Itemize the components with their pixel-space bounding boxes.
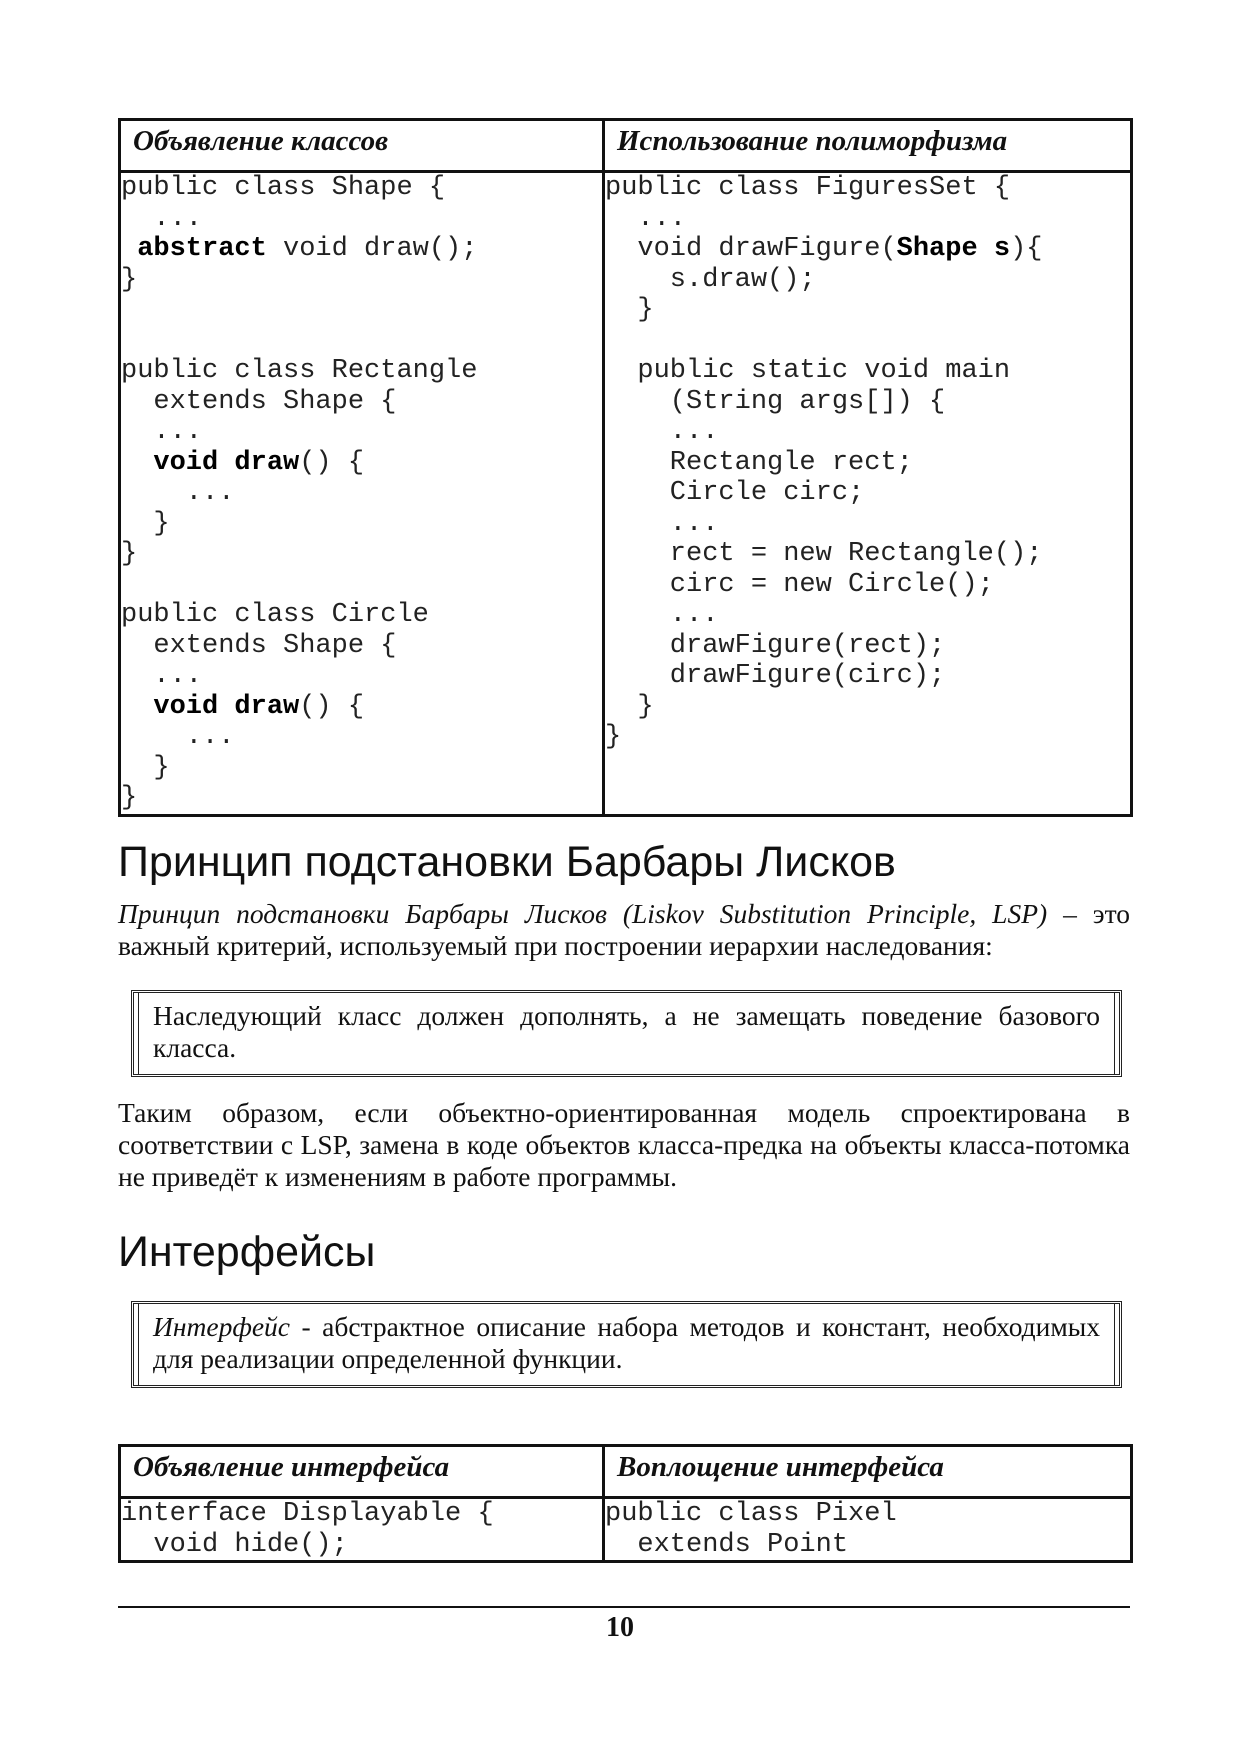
code-text: void drawFigure( bbox=[605, 234, 897, 264]
code-line bbox=[605, 600, 1130, 631]
code-text: public class Shape { bbox=[121, 173, 446, 203]
code-text: } bbox=[121, 752, 170, 783]
code-line bbox=[121, 478, 602, 509]
code-line bbox=[605, 722, 1130, 753]
code-line bbox=[121, 661, 602, 692]
code-line bbox=[121, 326, 602, 357]
page-number: 10 bbox=[606, 1612, 634, 1643]
code-text: ... bbox=[605, 600, 719, 630]
code-keyword: abstract bbox=[137, 234, 267, 264]
code-line bbox=[121, 692, 602, 723]
code-text: ... bbox=[121, 722, 235, 752]
code-keyword: void draw bbox=[153, 447, 300, 478]
code-line bbox=[121, 1499, 602, 1530]
code-text: () { bbox=[299, 691, 365, 722]
code-text bbox=[121, 234, 137, 264]
code-text: } bbox=[121, 508, 170, 539]
table-header-row bbox=[120, 1446, 1132, 1498]
code-text: ){ bbox=[1010, 234, 1043, 264]
code-text: circ = new Circle(); bbox=[605, 569, 994, 600]
code-line bbox=[121, 265, 602, 296]
code-line bbox=[121, 570, 602, 601]
code-line bbox=[605, 234, 1130, 265]
footer-rule bbox=[118, 1606, 1130, 1608]
lsp-term: Принцип подстановки Барбары Лисков (Liskov Substitution Principle, LSP) – bbox=[118, 898, 1077, 929]
code-text: (String args[]) { bbox=[605, 386, 946, 417]
table-body-row bbox=[120, 1498, 1132, 1562]
class-declaration-code bbox=[120, 172, 604, 816]
code-line bbox=[605, 570, 1130, 601]
code-text: } bbox=[121, 264, 138, 295]
code-text: ... bbox=[121, 203, 203, 234]
interface-implementation-code bbox=[604, 1498, 1132, 1562]
code-text: interface Displayable { bbox=[121, 1499, 494, 1529]
code-line bbox=[121, 722, 602, 753]
code-line bbox=[605, 295, 1130, 326]
code-text: drawFigure(circ); bbox=[605, 661, 946, 691]
code-line bbox=[605, 509, 1130, 540]
section-heading-lsp: Принцип подстановки Барбары Лисков bbox=[118, 838, 896, 886]
code-line bbox=[121, 539, 602, 570]
code-line bbox=[605, 173, 1130, 204]
interface-declaration-code bbox=[120, 1498, 604, 1562]
code-line bbox=[605, 631, 1130, 662]
polymorphism-usage-code bbox=[604, 172, 1132, 816]
code-text: } bbox=[605, 691, 654, 722]
code-line bbox=[121, 295, 602, 326]
code-text: public class Pixel bbox=[605, 1499, 897, 1529]
polymorphism-code-table bbox=[118, 118, 1133, 817]
interface-definition-box bbox=[131, 1301, 1122, 1388]
code-text: public static void main bbox=[605, 356, 1011, 386]
code-line bbox=[121, 509, 602, 540]
code-text: s.draw(); bbox=[605, 264, 816, 295]
code-line bbox=[121, 753, 602, 784]
code-text: ... bbox=[605, 417, 719, 447]
code-text: } bbox=[605, 295, 654, 325]
code-text: void draw(); bbox=[266, 234, 478, 264]
code-line bbox=[121, 600, 602, 631]
lsp-intro-text: это важный критерий, используемый при построении иерархии наследования: bbox=[118, 898, 1130, 961]
code-line bbox=[121, 204, 602, 235]
code-text: void hide(); bbox=[121, 1529, 348, 1560]
code-text bbox=[121, 448, 153, 478]
column-header-interface-declaration: Объявление интерфейса bbox=[120, 1446, 604, 1498]
code-line bbox=[605, 1499, 1130, 1530]
table-header-row bbox=[120, 120, 1132, 172]
code-line bbox=[121, 173, 602, 204]
lsp-rule-box bbox=[131, 990, 1122, 1077]
code-line bbox=[605, 448, 1130, 479]
code-text: ... bbox=[121, 661, 203, 691]
code-text: public class Circle bbox=[121, 600, 429, 630]
section-heading-interfaces: Интерфейсы bbox=[118, 1228, 376, 1276]
code-text: Rectangle rect; bbox=[605, 447, 913, 478]
interface-term: Интерфейс bbox=[153, 1311, 291, 1342]
code-line bbox=[605, 204, 1130, 235]
column-header-interface-implementation: Воплощение интерфейса bbox=[604, 1446, 1132, 1498]
code-text: } bbox=[121, 539, 138, 569]
code-line bbox=[605, 692, 1130, 723]
code-line bbox=[605, 417, 1130, 448]
code-line bbox=[121, 417, 602, 448]
code-text: ... bbox=[121, 417, 203, 447]
code-text: () { bbox=[299, 447, 365, 478]
code-text: ... bbox=[605, 203, 687, 234]
lsp-intro-paragraph bbox=[118, 898, 1130, 962]
code-text: extends Point bbox=[605, 1529, 849, 1560]
column-header-class-declaration: Объявление классов bbox=[120, 120, 604, 172]
code-line bbox=[605, 356, 1130, 387]
code-text: Circle circ; bbox=[605, 478, 865, 508]
code-text: public class FiguresSet { bbox=[605, 173, 1011, 203]
code-text: ... bbox=[121, 478, 235, 508]
interface-definition bbox=[138, 1304, 1115, 1385]
code-line bbox=[605, 539, 1130, 570]
code-text: } bbox=[121, 783, 138, 813]
code-text bbox=[121, 692, 153, 722]
code-text: drawFigure(rect); bbox=[605, 630, 946, 661]
code-text: ... bbox=[605, 508, 719, 539]
code-text: } bbox=[605, 722, 622, 752]
code-text: extends Shape { bbox=[121, 630, 397, 661]
code-line bbox=[605, 661, 1130, 692]
code-line bbox=[121, 234, 602, 265]
code-text: rect = new Rectangle(); bbox=[605, 539, 1043, 569]
lsp-conclusion-paragraph: Таким образом, если объектно-ориентированная модель спроектирована в соответствии с LSP, замена в коде объектов класса-предка на объекты класса-потомка не приведёт к изменениям в работе программы. bbox=[118, 1097, 1130, 1192]
lsp-rule-text: Наследующий класс должен дополнять, а не замещать поведение базового класса. bbox=[138, 993, 1115, 1074]
code-text: extends Shape { bbox=[121, 386, 397, 417]
code-line bbox=[121, 783, 602, 814]
interface-code-table bbox=[118, 1444, 1133, 1563]
table-body-row bbox=[120, 172, 1132, 816]
code-line bbox=[605, 387, 1130, 418]
interface-definition-text: - абстрактное описание набора методов и констант, необходимых для реализации определенной функции. bbox=[153, 1311, 1100, 1374]
code-line bbox=[121, 448, 602, 479]
code-line bbox=[605, 1530, 1130, 1561]
column-header-polymorphism-usage: Использование полиморфизма bbox=[604, 120, 1132, 172]
code-line bbox=[605, 478, 1130, 509]
code-keyword: Shape s bbox=[896, 234, 1011, 264]
code-line bbox=[121, 1530, 602, 1561]
code-keyword: void draw bbox=[153, 691, 300, 722]
code-text: public class Rectangle bbox=[121, 356, 478, 386]
code-line bbox=[605, 326, 1130, 357]
code-line bbox=[121, 631, 602, 662]
code-line bbox=[121, 387, 602, 418]
code-line bbox=[605, 265, 1130, 296]
code-line bbox=[121, 356, 602, 387]
